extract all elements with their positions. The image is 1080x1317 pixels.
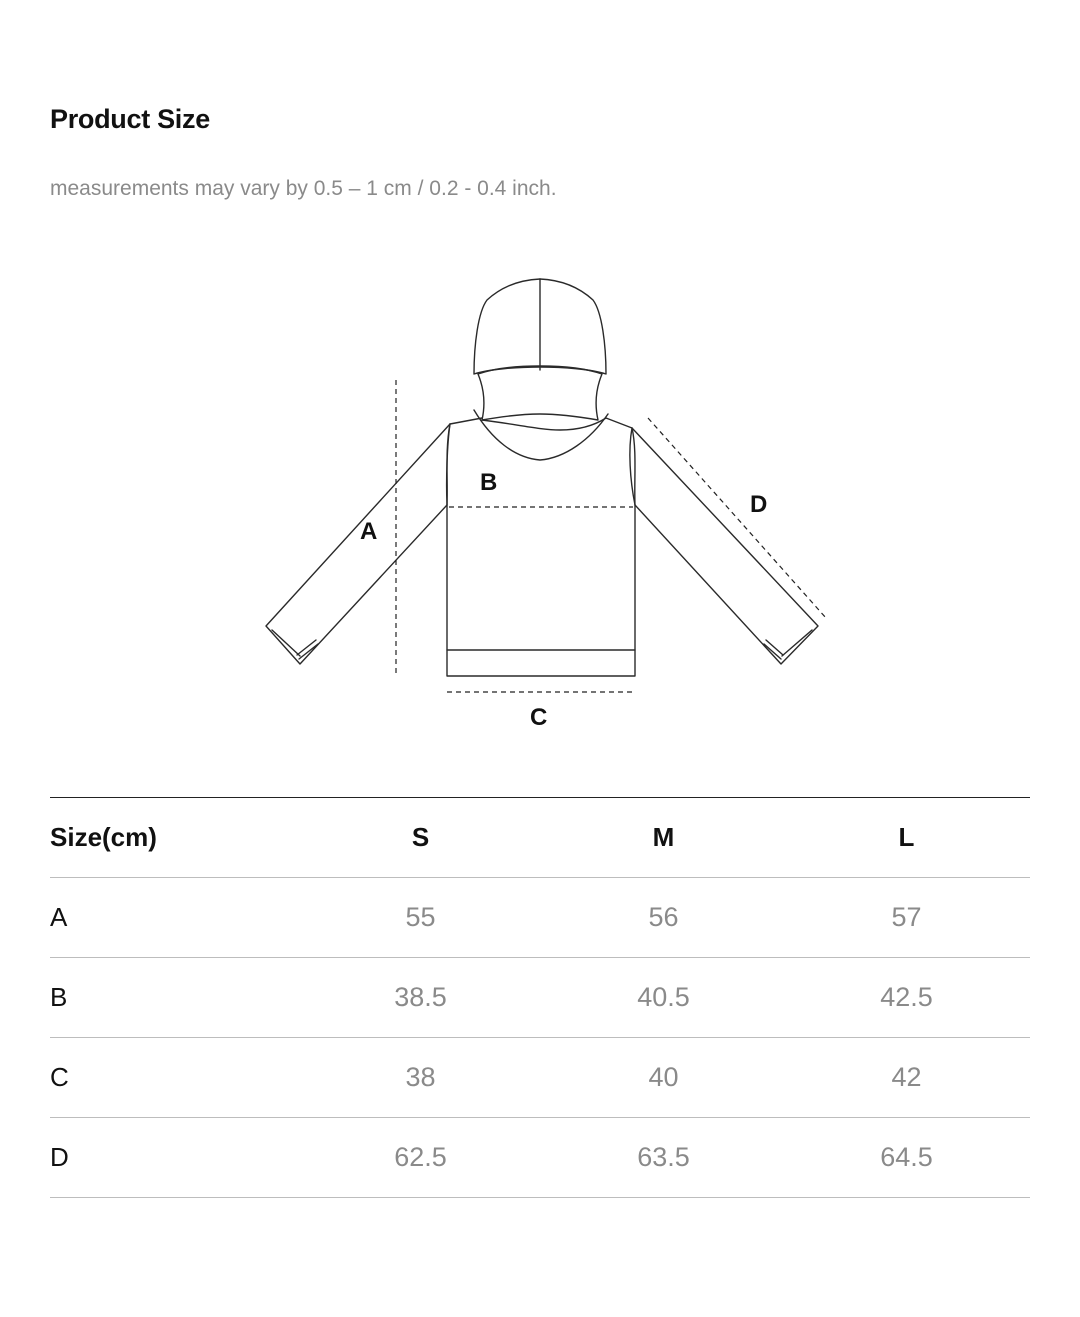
diagram-label-c: C [530,704,548,731]
table-cell: 57 [891,902,922,932]
table-cell: 64.5 [880,1142,933,1172]
table-row [50,1038,1030,1118]
size-table-header [50,798,1030,878]
right-cuff [782,630,812,656]
diagram-label-b: B [480,469,498,496]
size-l-header: L [898,822,915,852]
table-cell: 63.5 [637,1142,690,1172]
table-cell: 42 [891,1062,922,1092]
table-row [50,878,1030,958]
body-outline [447,418,635,676]
measurement-note: measurements may vary by 0.5 – 1 cm / 0.2 - 0.4 inch. [50,177,557,200]
table-cell: 40 [648,1062,679,1092]
diagram-label-d: D [750,491,768,518]
size-column-label: Size(cm) [50,822,157,852]
table-cell: 55 [405,902,436,932]
row-label: A [50,902,68,932]
row-label: D [50,1142,69,1172]
table-cell: 38.5 [394,982,447,1012]
raglan-left [447,424,450,505]
left-cuff [272,630,300,656]
table-row [50,1118,1030,1198]
collar-cross [482,418,606,430]
size-table [50,797,1030,1198]
table-cell: 38 [405,1062,436,1092]
left-sleeve [266,424,450,664]
row-label: C [50,1062,69,1092]
hood-opening [478,366,602,420]
table-row [50,958,1030,1038]
table-cell: 40.5 [637,982,690,1012]
right-sleeve [632,428,818,664]
row-label: B [50,982,68,1012]
page-title: Product Size [50,104,210,134]
table-cell: 56 [648,902,679,932]
size-s-header: S [411,822,430,852]
size-m-header: M [652,822,675,852]
table-cell: 42.5 [880,982,933,1012]
table-cell: 62.5 [394,1142,447,1172]
measure-line-d [648,418,826,618]
diagram-label-a: A [360,518,378,545]
